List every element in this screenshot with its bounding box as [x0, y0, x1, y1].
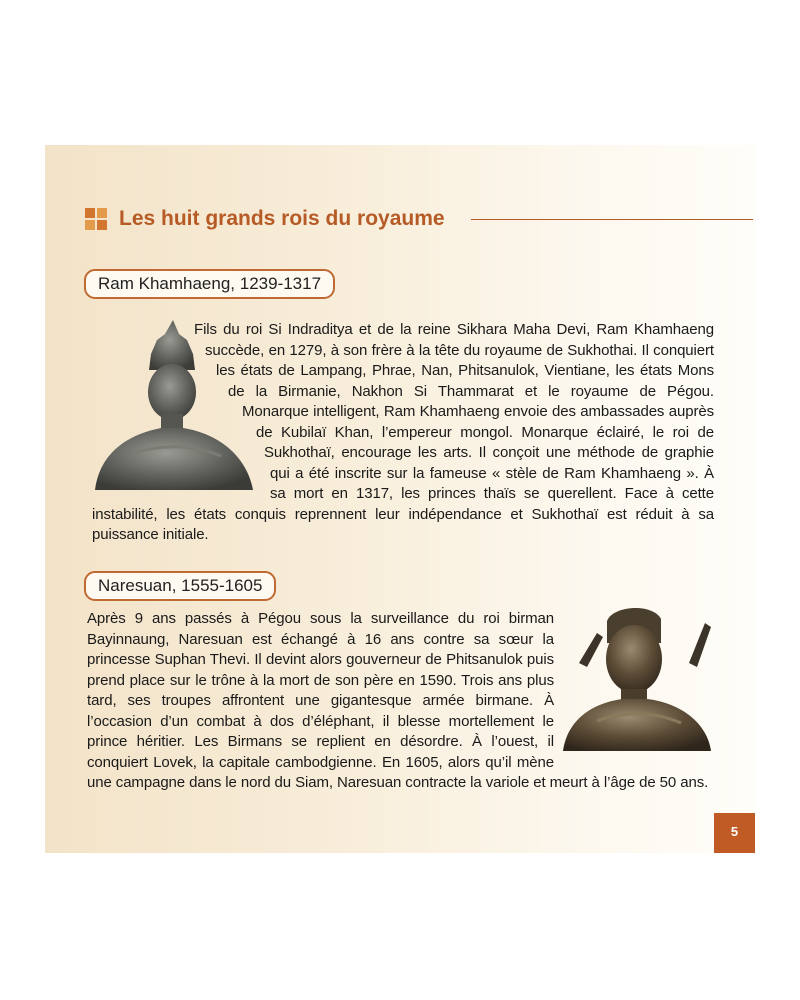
section-title: Les huit grands rois du royaume	[119, 207, 445, 230]
naresuan-biography: Après 9 ans passés à Pégou sous la surveillance du roi birman Bayinnaung, Naresuan est échangé à 16 ans contre sa sœur la princesse Suphan Thevi. Il devint alors gouverneur de Phitsanulok puis prend place sur le trône à la mort de son père en 1590. Trois ans plus tard, ses troupes affrontent une gigantesque armée birmane. À l’occasion d’un combat à dos d’éléphant, il blesse mortellement le prince héritier. Les Birmans se replient en désordre. À l’ouest, il conquiert Lovek, la capitale cambodgienne. En 1605, alors qu’il mène une campagne dans le nord du Siam, Naresuan contracte la variole et meurt à l’âge de 50 ans.	[87, 610, 709, 791]
page-number: 5	[714, 813, 755, 853]
king-label-naresuan: Naresuan, 1555-1605	[84, 571, 276, 601]
king-label-ram-khamhaeng: Ram Khamhaeng, 1239-1317	[84, 269, 335, 299]
four-squares-icon	[85, 208, 107, 230]
section-header	[85, 203, 755, 235]
ram-khamhaeng-biography: Fils du roi Si Indraditya et de la reine Sikhara Maha Devi, Ram Khamhaeng succède, en 1279, à son frère à la tête du royaume de Sukhothai. Il conquiert les états de Lampang, Phrae, Nan, Phitsanulok, Vientiane, les états Mons de la Birmanie, Nakhon Si Thammarat et le royaume de Pégou. Monarque intelligent, Ram Khamhaeng envoie des ambassades auprès de Kubilaï Khan, l’empereur mongol. Monarque éclairé, le roi de Sukhothaï, encourage les arts. Il conçoit une méthode de graphie qui a été inscrite sur la fameuse « stèle de Ram Khamhaeng ». À sa mort en 1317, les princes thaïs se querellent. Face à cette instabilité, les états conquis reprennent leur indépendance et Sukhothaï est réduit à sa puissance initiale.	[92, 321, 714, 543]
title-divider	[471, 219, 753, 220]
book-page	[45, 145, 755, 853]
